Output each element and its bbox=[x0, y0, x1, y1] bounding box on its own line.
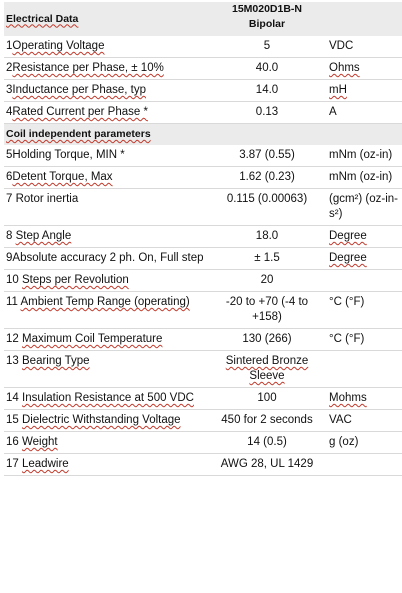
value-cell: 20 bbox=[208, 270, 326, 292]
param-cell: 14 Insulation Resistance at 500 VDC bbox=[4, 388, 208, 410]
param-cell: 5Holding Torque, MIN * bbox=[4, 145, 208, 167]
table-row bbox=[4, 36, 402, 58]
param-cell: 13 Bearing Type bbox=[4, 351, 208, 388]
unit-cell: g (oz) bbox=[326, 432, 402, 454]
value-cell: Sintered Bronze Sleeve bbox=[208, 351, 326, 388]
value-cell: 18.0 bbox=[208, 226, 326, 248]
table-row bbox=[4, 410, 402, 432]
table-row bbox=[4, 351, 402, 388]
electrical-data-table bbox=[4, 2, 402, 476]
param-cell: 8 Step Angle bbox=[4, 226, 208, 248]
param-cell: 9Absolute accuracy 2 ph. On, Full step bbox=[4, 248, 208, 270]
unit-cell: VAC bbox=[326, 410, 402, 432]
value-cell: ± 1.5 bbox=[208, 248, 326, 270]
value-cell: 130 (266) bbox=[208, 329, 326, 351]
param-cell: 6Detent Torque, Max bbox=[4, 167, 208, 189]
param-cell: 12 Maximum Coil Temperature bbox=[4, 329, 208, 351]
param-cell: 7 Rotor inertia bbox=[4, 189, 208, 226]
value-cell: 1.62 (0.23) bbox=[208, 167, 326, 189]
unit-cell: °C (°F) bbox=[326, 329, 402, 351]
param-cell: 2Resistance per Phase, ± 10% bbox=[4, 58, 208, 80]
unit-cell: VDC bbox=[326, 36, 402, 58]
value-cell: 40.0 bbox=[208, 58, 326, 80]
unit-cell: Mohms bbox=[326, 388, 402, 410]
unit-cell: Degree bbox=[326, 248, 402, 270]
param-cell: 15 Dielectric Withstanding Voltage bbox=[4, 410, 208, 432]
param-cell: 4Rated Current per Phase * bbox=[4, 102, 208, 124]
unit-cell: Ohms bbox=[326, 58, 402, 80]
unit-cell: mNm (oz-in) bbox=[326, 145, 402, 167]
unit-cell bbox=[326, 270, 402, 292]
unit-cell: (gcm²) (oz-in-s²) bbox=[326, 189, 402, 226]
header-unit-blank bbox=[326, 2, 402, 36]
value-cell: 14 (0.5) bbox=[208, 432, 326, 454]
table-row bbox=[4, 292, 402, 329]
table-row bbox=[4, 248, 402, 270]
table-row bbox=[4, 226, 402, 248]
value-cell: 0.115 (0.00063) bbox=[208, 189, 326, 226]
param-cell: 10 Steps per Revolution bbox=[4, 270, 208, 292]
spec-sheet bbox=[4, 0, 398, 476]
section-row bbox=[4, 124, 402, 146]
unit-cell: mH bbox=[326, 80, 402, 102]
param-cell: 17 Leadwire bbox=[4, 454, 208, 476]
unit-cell bbox=[326, 454, 402, 476]
param-cell: 3Inductance per Phase, typ bbox=[4, 80, 208, 102]
header-row bbox=[4, 2, 402, 36]
table-row bbox=[4, 454, 402, 476]
param-cell: 11 Ambient Temp Range (operating) bbox=[4, 292, 208, 329]
table-row bbox=[4, 189, 402, 226]
table-row bbox=[4, 58, 402, 80]
header-title: Electrical Data bbox=[4, 2, 208, 36]
table-row bbox=[4, 102, 402, 124]
unit-cell bbox=[326, 351, 402, 388]
unit-cell: mNm (oz-in) bbox=[326, 167, 402, 189]
value-cell: AWG 28, UL 1429 bbox=[208, 454, 326, 476]
param-cell: 1Operating Voltage bbox=[4, 36, 208, 58]
value-cell: 100 bbox=[208, 388, 326, 410]
table-row bbox=[4, 432, 402, 454]
unit-cell: °C (°F) bbox=[326, 292, 402, 329]
value-cell: 450 for 2 seconds bbox=[208, 410, 326, 432]
table-row bbox=[4, 329, 402, 351]
value-cell: 3.87 (0.55) bbox=[208, 145, 326, 167]
header-model: 15M020D1B-N Bipolar bbox=[208, 2, 326, 36]
value-cell: 0.13 bbox=[208, 102, 326, 124]
unit-cell: Degree bbox=[326, 226, 402, 248]
table-row bbox=[4, 388, 402, 410]
value-cell: 5 bbox=[208, 36, 326, 58]
table-row bbox=[4, 270, 402, 292]
table-row bbox=[4, 167, 402, 189]
table-row bbox=[4, 80, 402, 102]
param-cell: 16 Weight bbox=[4, 432, 208, 454]
section-title: Coil independent parameters bbox=[4, 124, 402, 146]
value-cell: -20 to +70 (-4 to +158) bbox=[208, 292, 326, 329]
table-row bbox=[4, 145, 402, 167]
value-cell: 14.0 bbox=[208, 80, 326, 102]
unit-cell: A bbox=[326, 102, 402, 124]
